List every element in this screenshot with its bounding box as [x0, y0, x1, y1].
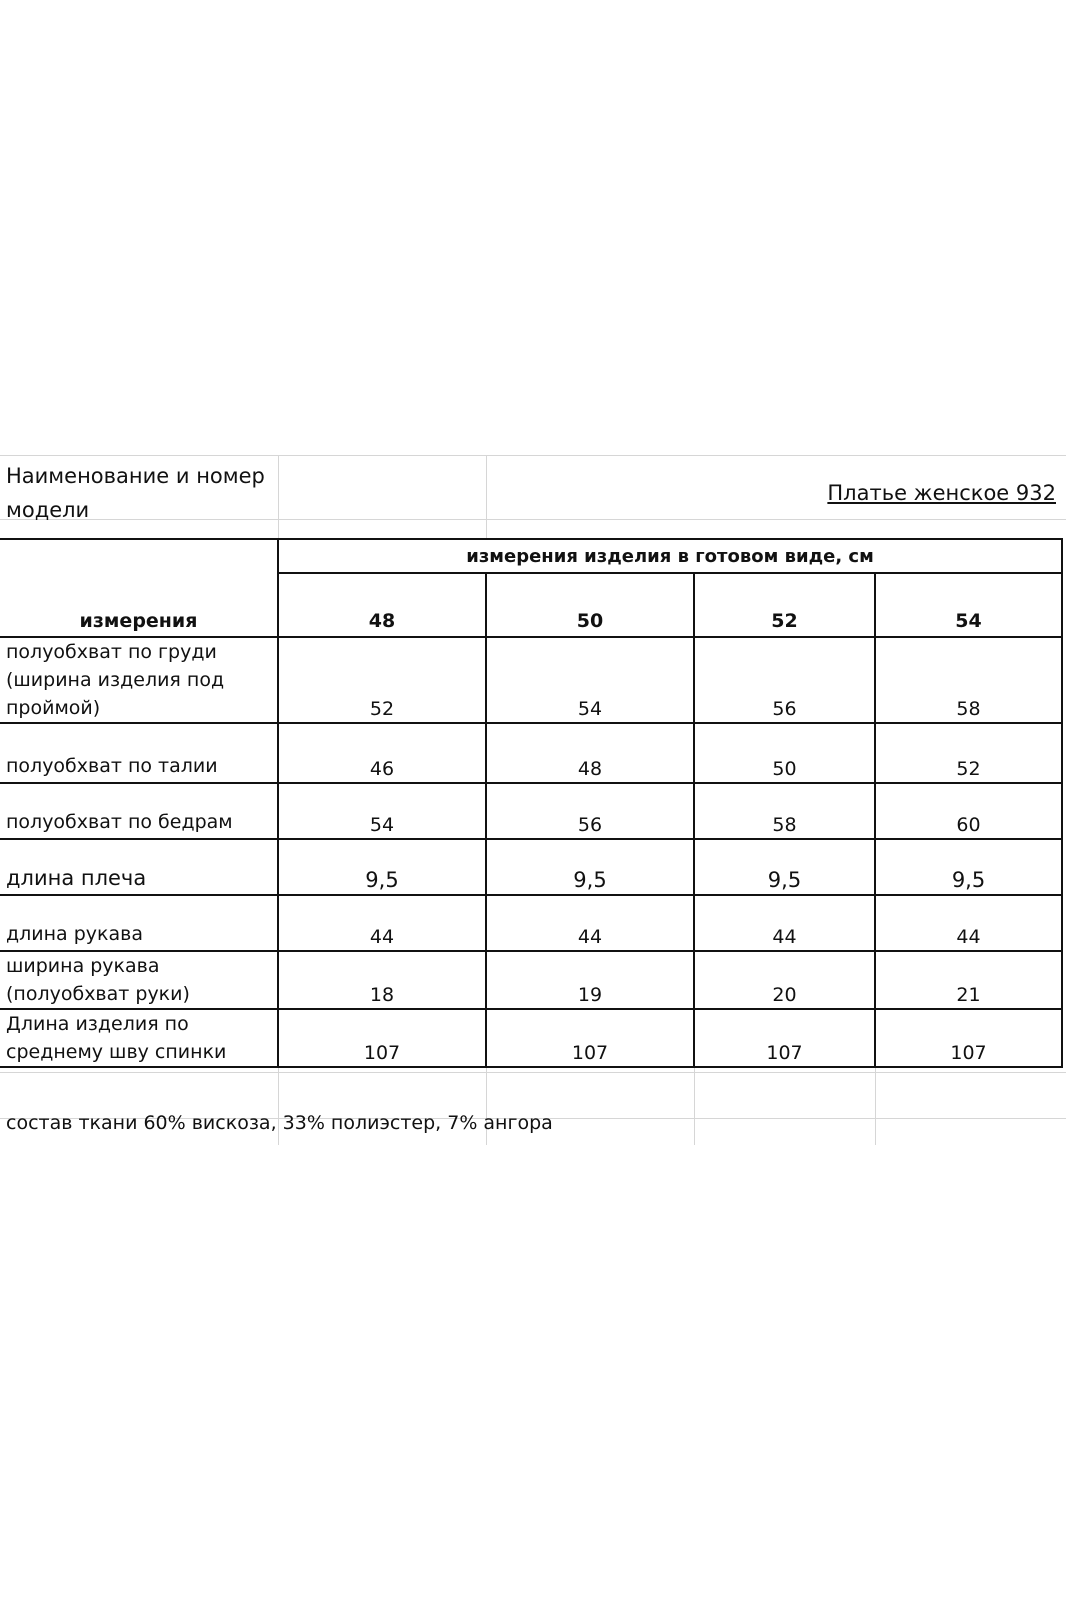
- row-value: 107: [486, 1009, 694, 1067]
- spreadsheet-area: [0, 455, 1066, 1145]
- row-value: 107: [278, 1009, 486, 1067]
- row-value: 107: [875, 1009, 1062, 1067]
- row-name: длина рукава: [0, 895, 278, 951]
- grid-line: [278, 455, 279, 538]
- fabric-composition: состав ткани 60% вискоза, 33% полиэстер, 7% ангора: [6, 1112, 553, 1134]
- row-value: 54: [278, 783, 486, 839]
- row-value: 18: [278, 951, 486, 1009]
- table-row: [0, 723, 1062, 783]
- size-header: 50: [486, 573, 694, 637]
- size-header: 54: [875, 573, 1062, 637]
- row-value: 44: [278, 895, 486, 951]
- row-value: 19: [486, 951, 694, 1009]
- row-name: ширина рукава (полуобхват руки): [0, 951, 278, 1009]
- row-value: 9,5: [875, 839, 1062, 895]
- table-row: [0, 1009, 1062, 1067]
- row-value: 60: [875, 783, 1062, 839]
- row-value: 44: [875, 895, 1062, 951]
- row-name: Длина изделия по среднему шву спинки: [0, 1009, 278, 1067]
- grid-line: [486, 455, 487, 538]
- row-value: 58: [875, 637, 1062, 723]
- grid-line: [0, 455, 1066, 456]
- table-row: [0, 783, 1062, 839]
- row-name: полуобхват по талии: [0, 723, 278, 783]
- table-row: [0, 637, 1062, 723]
- table-row: [0, 839, 1062, 895]
- row-value: 54: [486, 637, 694, 723]
- row-name: полуобхват по бедрам: [0, 783, 278, 839]
- row-value: 46: [278, 723, 486, 783]
- row-value: 9,5: [486, 839, 694, 895]
- grid-line: [0, 1072, 1066, 1073]
- group-header: измерения изделия в готовом виде, см: [278, 539, 1062, 573]
- row-name: длина плеча: [0, 839, 278, 895]
- table-row: [0, 895, 1062, 951]
- row-value: 50: [694, 723, 875, 783]
- row-value: 58: [694, 783, 875, 839]
- row-value: 107: [694, 1009, 875, 1067]
- measure-header: измерения: [0, 539, 278, 637]
- row-value: 21: [875, 951, 1062, 1009]
- row-value: 9,5: [694, 839, 875, 895]
- row-value: 44: [694, 895, 875, 951]
- size-header: 52: [694, 573, 875, 637]
- row-value: 52: [875, 723, 1062, 783]
- table-row: [0, 951, 1062, 1009]
- row-name: полуобхват по груди (ширина изделия под проймой): [0, 637, 278, 723]
- size-table: [0, 538, 1063, 1068]
- model-name: Платье женское 932: [827, 481, 1056, 505]
- row-value: 9,5: [278, 839, 486, 895]
- row-value: 56: [486, 783, 694, 839]
- model-label: Наименование и номер модели: [6, 464, 265, 522]
- row-value: 56: [694, 637, 875, 723]
- row-value: 44: [486, 895, 694, 951]
- size-header: 48: [278, 573, 486, 637]
- row-value: 52: [278, 637, 486, 723]
- row-value: 48: [486, 723, 694, 783]
- row-value: 20: [694, 951, 875, 1009]
